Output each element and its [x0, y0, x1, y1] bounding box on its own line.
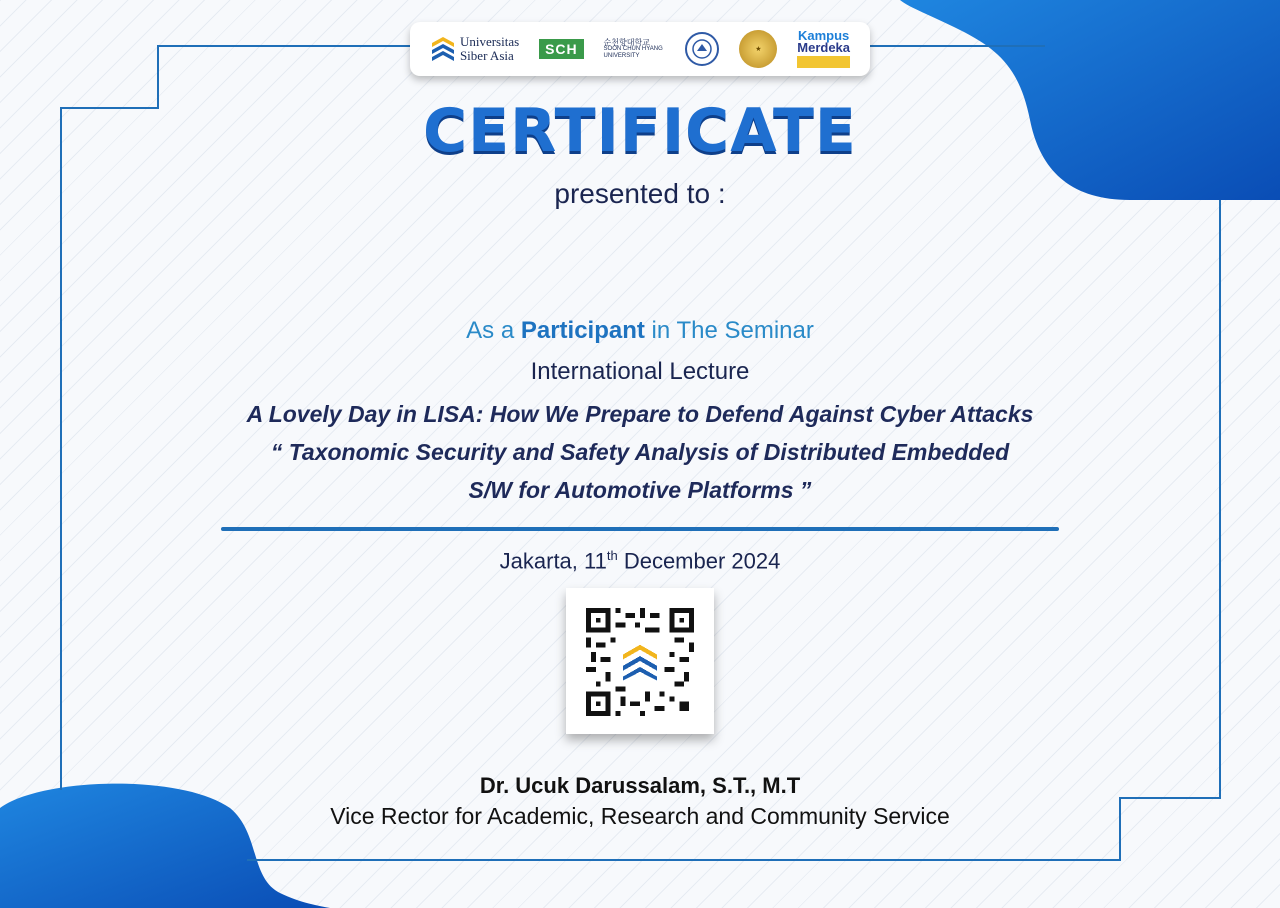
signer-position: Vice Rector for Academic, Research and Community Service	[330, 803, 950, 829]
event-type: International Lecture	[530, 358, 750, 385]
sch-english-text: SOON CHUN HYANG UNIVERSITY	[603, 45, 663, 59]
event-title-line2: “ Taxonomic Security and Safety Analysis of Distributed Embedded	[270, 439, 1010, 465]
signer-name: Dr. Ucuk Darussalam, S.T., M.T	[479, 773, 801, 798]
date-month-year: December 2024	[617, 548, 781, 574]
divider-line	[221, 527, 1059, 531]
event-title-line1: A Lovely Day in LISA: How We Prepare to Defend Against Cyber Attacks	[246, 401, 1034, 427]
sch-logo: SCH	[539, 39, 584, 59]
kampus-text: Kampus	[797, 28, 850, 43]
sch-korean-text: 순천향대학교	[603, 37, 650, 47]
kampus-merdeka-logo	[797, 30, 850, 68]
seal-logo-icon	[685, 32, 719, 66]
award-medal-icon: ★	[739, 30, 777, 68]
usa-line1: Universitas	[459, 34, 520, 49]
universitas-siber-asia-logo	[430, 35, 519, 63]
usa-line2: Siber Asia	[459, 48, 514, 63]
certificate-title: CERTIFICATE	[423, 96, 857, 166]
role-prefix: As a	[466, 317, 521, 344]
merdeka-text: Merdeka	[797, 40, 851, 55]
kampus-merdeka-ribbon	[797, 56, 850, 68]
presented-to-label: presented to :	[554, 178, 726, 209]
event-title-line3: S/W for Automotive Platforms ”	[468, 477, 812, 503]
usa-emblem-icon	[430, 35, 456, 63]
date-ordinal: th	[606, 548, 618, 563]
certificate-date	[0, 548, 1280, 574]
event-title	[0, 395, 1280, 509]
soonchunhyang-logo	[604, 39, 666, 60]
qr-code-icon	[585, 608, 695, 716]
role-suffix: in The Seminar	[644, 317, 814, 344]
date-place-day: Jakarta, 11	[499, 548, 607, 574]
qr-code-card	[566, 588, 714, 734]
participation-role	[0, 317, 1280, 345]
role-name: Participant	[520, 317, 645, 344]
partner-logos-bar	[410, 22, 870, 76]
